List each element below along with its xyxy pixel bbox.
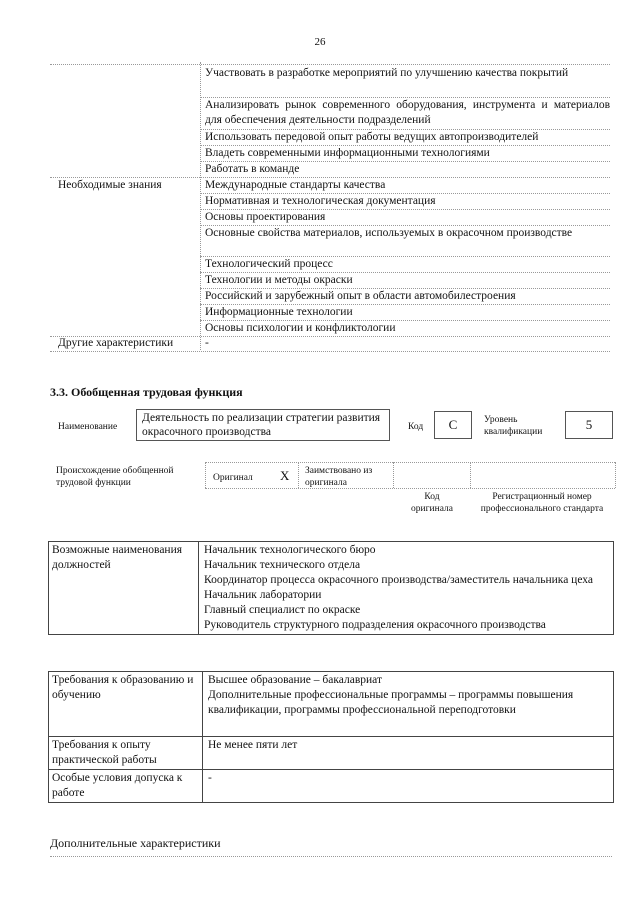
knowledge-item: Международные стандарты качества <box>205 179 386 191</box>
education-item: Высшее образование – бакалавриат <box>208 674 382 686</box>
borrowed-label: Заимствовано из оригинала <box>305 466 373 488</box>
position-item: Координатор процесса окрасочного производства/заместитель начальника цеха <box>204 574 593 586</box>
additional-characteristics-heading: Дополнительные характеристики <box>50 836 221 850</box>
skill-item: Работать в команде <box>205 163 300 175</box>
knowledge-item: Российский и зарубежный опыт в области автомобилестроения <box>205 290 516 302</box>
positions-label: Возможные наименования должностей <box>49 542 199 635</box>
knowledge-item: Основы проектирования <box>205 211 326 223</box>
experience-value: Не менее пяти лет <box>203 737 614 770</box>
experience-label: Требования к опыту практической работы <box>49 737 203 770</box>
page-number: 26 <box>314 36 326 48</box>
section-heading: 3.3. Обобщенная трудовая функция <box>50 385 243 399</box>
knowledge-item: Нормативная и технологическая документация <box>205 195 436 207</box>
positions-table <box>48 541 614 635</box>
code-value: C <box>434 411 472 439</box>
position-item: Начальник технологического бюро <box>204 544 376 556</box>
knowledge-item: Основы психологии и конфликтологии <box>205 322 396 334</box>
original-label: Оригинал <box>213 473 253 483</box>
education-label: Требования к образованию и обучению <box>49 672 203 737</box>
position-item: Руководитель структурного подразделения окрасочного производства <box>204 619 546 631</box>
skill-item: Использовать передовой опыт работы ведущих автопроизводителей <box>205 131 539 143</box>
conditions-label: Особые условия допуска к работе <box>49 770 203 803</box>
knowledge-item: Основные свойства материалов, используемых в окрасочном производстве <box>205 227 573 239</box>
name-box <box>136 409 390 441</box>
registration-number-label: Регистрационный номер профессионального стандарта <box>480 492 604 514</box>
other-characteristics-label: Другие характеристики <box>58 337 174 349</box>
conditions-value: - <box>203 770 614 803</box>
knowledge-label: Необходимые знания <box>58 179 162 191</box>
level-value: 5 <box>565 411 613 439</box>
level-label: Уровень квалификации <box>484 415 543 437</box>
code-original-label: Код оригинала <box>411 492 453 514</box>
skill-item: Участвовать в разработке мероприятий по улучшению качества покрытий <box>205 67 569 79</box>
other-characteristics-value: - <box>205 337 209 349</box>
row-divider <box>50 64 610 65</box>
column-divider <box>200 62 201 350</box>
name-value: Деятельность по реализации стратегии развития окрасочного производства <box>142 412 381 438</box>
skill-item: Владеть современными информационными технологиями <box>205 147 490 159</box>
code-label: Код <box>408 422 424 432</box>
original-checkmark: X <box>280 468 290 483</box>
knowledge-item: Технологический процесс <box>205 258 333 270</box>
requirements-table <box>48 671 614 803</box>
origin-label: Происхождение обобщенной трудовой функции <box>56 466 174 488</box>
knowledge-item: Информационные технологии <box>205 306 353 318</box>
position-item: Начальник лаборатории <box>204 589 322 601</box>
position-item: Начальник технического отдела <box>204 559 361 571</box>
skill-item: Анализировать рынок современного оборудования, инструмента и материалов для обеспечения деятельности подразделений <box>205 99 610 126</box>
education-item: Дополнительные профессиональные программы – программы повышения квалификации, программы профессиональной переподготовки <box>208 689 574 716</box>
knowledge-item: Технологии и методы окраски <box>205 274 353 286</box>
name-label: Наименование <box>58 422 118 432</box>
position-item: Главный специалист по окраске <box>204 604 361 616</box>
